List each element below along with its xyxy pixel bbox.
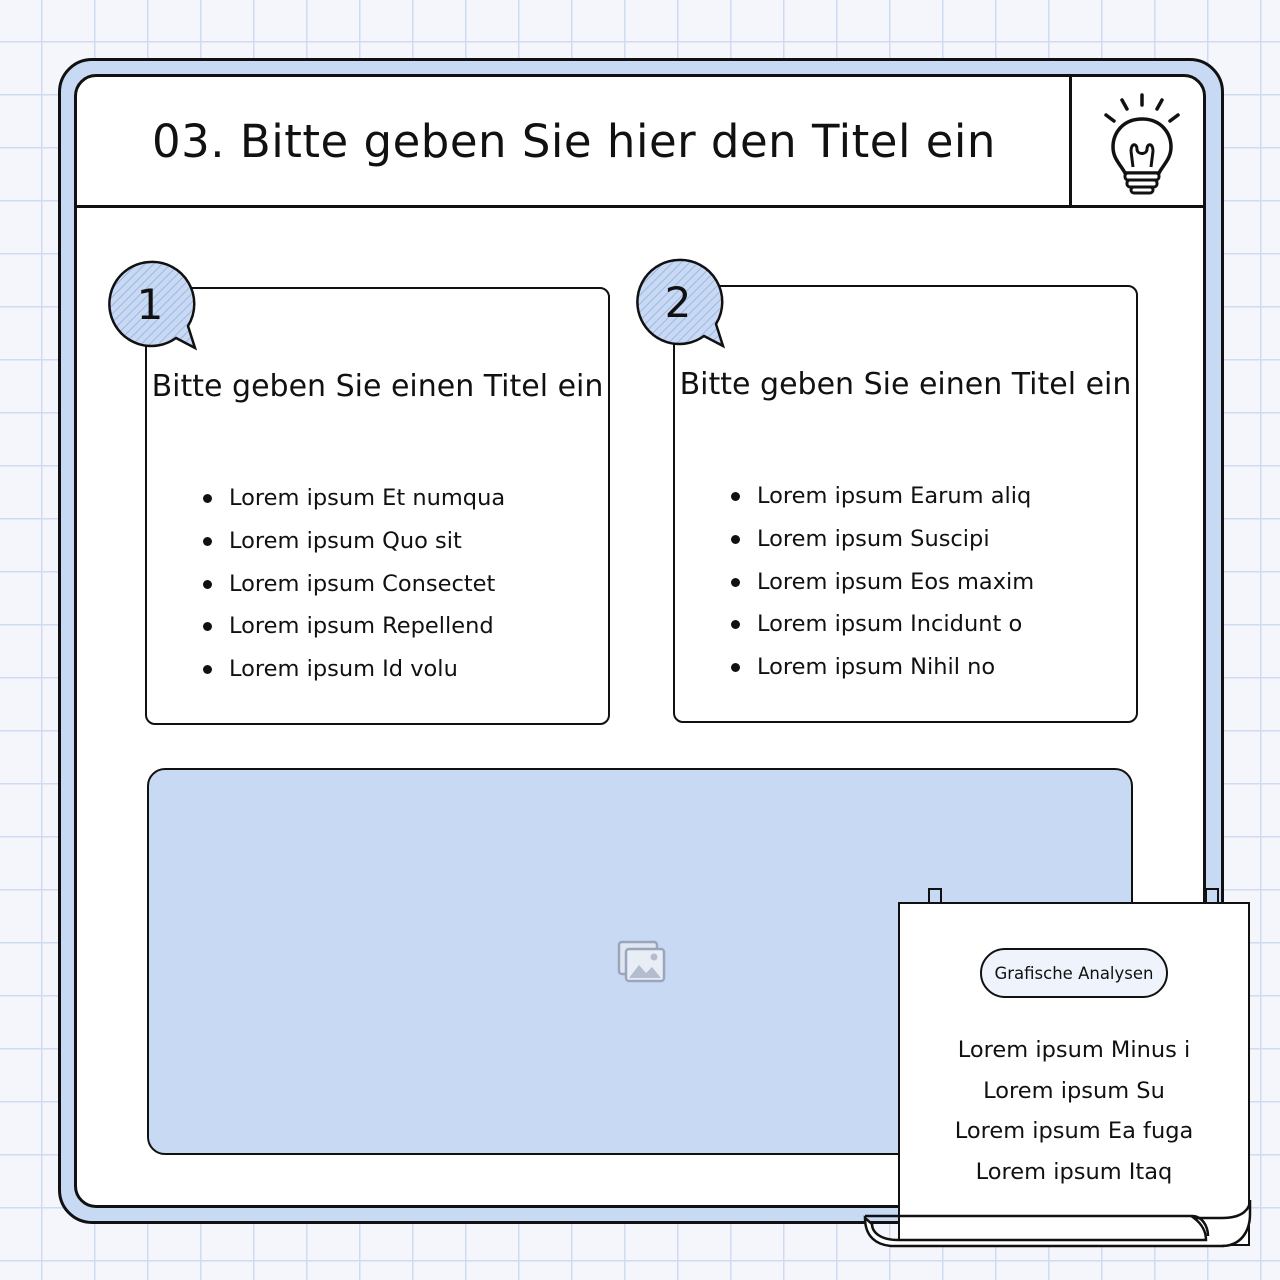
list-item: Lorem ipsum Incidunt o (731, 603, 1034, 646)
list-item: Lorem ipsum Quo sit (203, 520, 505, 563)
number-bubble-2 (634, 258, 734, 358)
header-divider (1069, 77, 1072, 208)
number-bubble-1 (106, 260, 206, 360)
note-tag: Grafische Analysen (980, 948, 1168, 998)
page-title: 03. Bitte geben Sie hier den Titel ein (152, 114, 996, 168)
header-bar (77, 77, 1203, 208)
list-item: Lorem ipsum Suscipi (731, 518, 1034, 561)
note-card (862, 884, 1256, 1254)
note-line: Lorem ipsum Itaq (975, 1158, 1173, 1185)
note-line: Lorem ipsum Su (983, 1077, 1165, 1104)
note-line: Lorem ipsum Minus i (957, 1037, 1191, 1063)
lightbulb-icon (1087, 87, 1197, 197)
card-title: Bitte geben Sie einen Titel ein (151, 369, 604, 404)
card-title: Bitte geben Sie einen Titel ein (679, 367, 1132, 402)
note-lines (900, 1030, 1248, 1192)
list-item: Lorem ipsum Earum aliq (731, 475, 1034, 518)
list-item: Lorem ipsum Repellend (203, 605, 505, 648)
list-item: Lorem ipsum Id volu (203, 648, 505, 691)
list-item: Lorem ipsum Consectet (203, 563, 505, 606)
scroll-curl (862, 1184, 1256, 1254)
note-line: Lorem ipsum Ea fuga (954, 1118, 1194, 1144)
card-number: 1 (136, 279, 164, 329)
image-icon (617, 940, 667, 984)
card-2 (673, 285, 1138, 723)
card-list (731, 475, 1034, 689)
card-1 (145, 287, 610, 725)
card-list (203, 477, 505, 691)
list-item: Lorem ipsum Nihil no (731, 646, 1034, 689)
list-item: Lorem ipsum Et numqua (203, 477, 505, 520)
card-number: 2 (664, 277, 692, 327)
list-item: Lorem ipsum Eos maxim (731, 561, 1034, 604)
